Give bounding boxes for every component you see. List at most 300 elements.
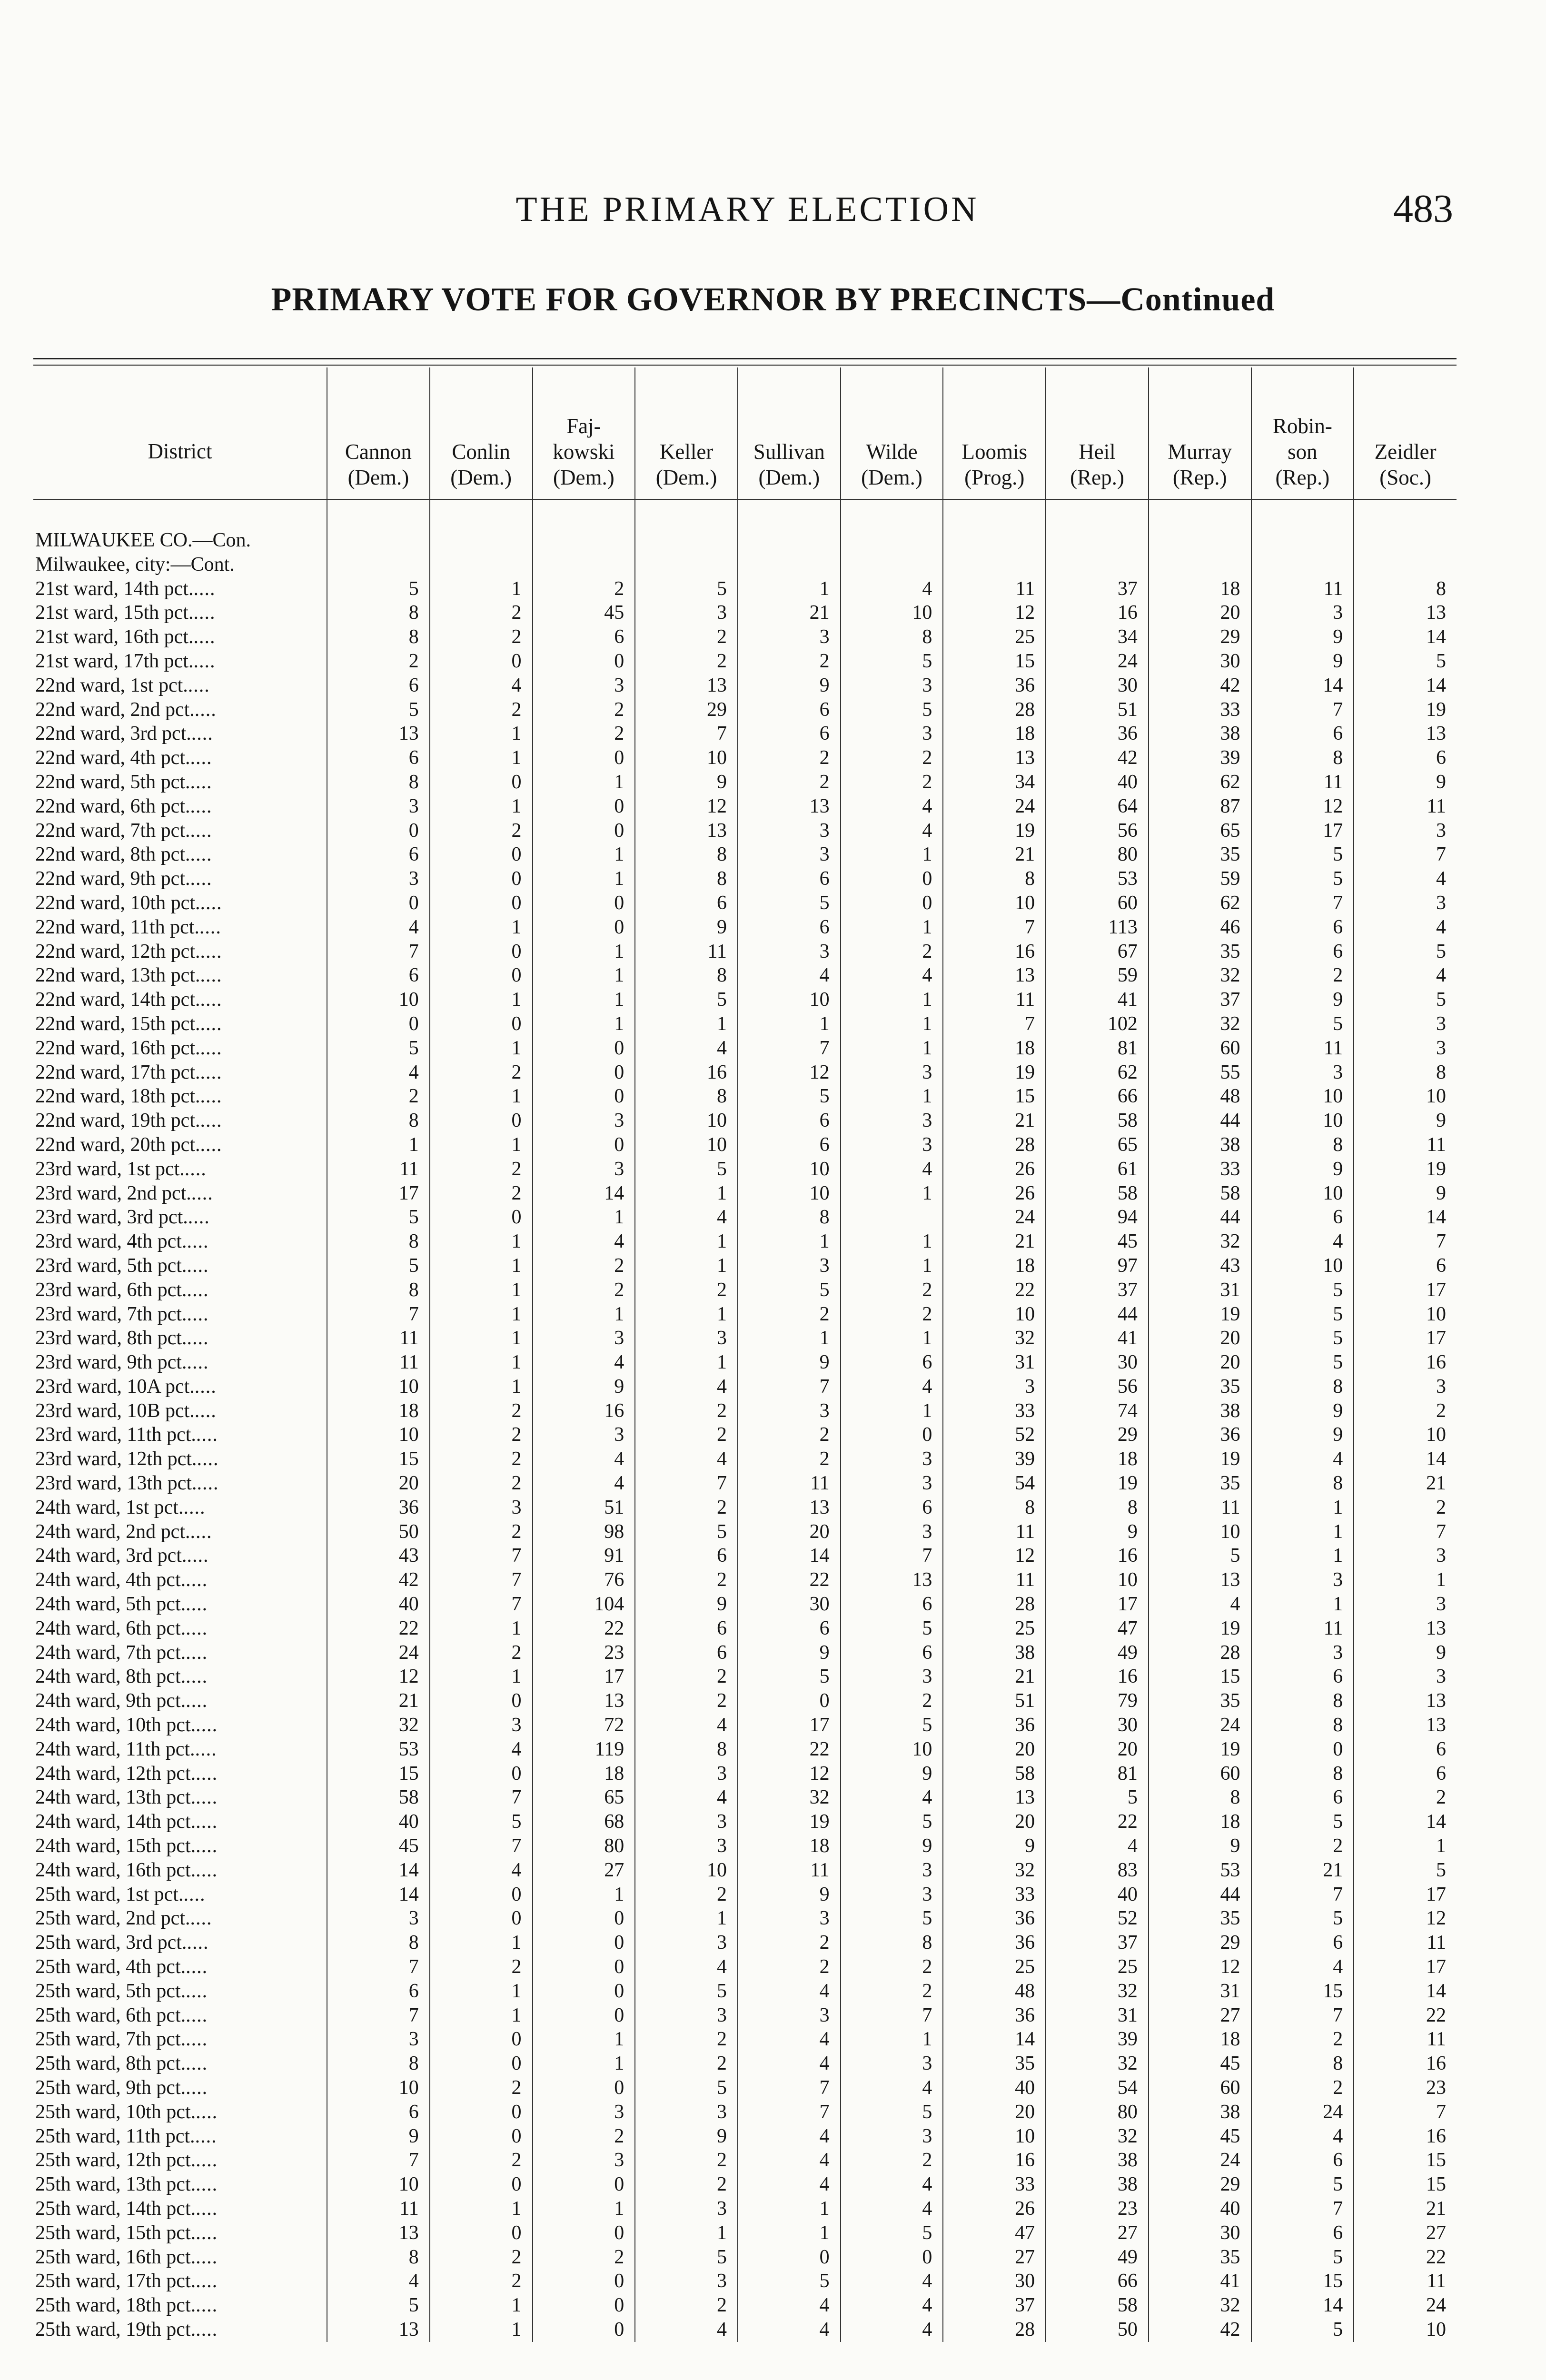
dot-leader: .... (190, 1520, 212, 1543)
vote-cell: 2 (1251, 2076, 1354, 2100)
vote-cell: 7 (327, 940, 430, 964)
vote-cell: 35 (1149, 940, 1251, 964)
vote-cell: 3 (1354, 1544, 1457, 1568)
vote-cell: 0 (841, 891, 943, 915)
section-heading-row (33, 528, 1457, 553)
vote-cell: 2 (327, 649, 430, 674)
vote-cell: 4 (635, 1375, 738, 1399)
district-label: 22nd ward, 9th pct. (35, 868, 190, 890)
vote-cell: 2 (327, 1084, 430, 1109)
vote-cell: 2 (841, 1278, 943, 1302)
column-header-line-2: son (1288, 440, 1318, 464)
vote-cell: 14 (327, 1883, 430, 1907)
column-header-candidate (841, 367, 943, 499)
vote-cell: 32 (327, 1713, 430, 1737)
column-header-line-3: (Rep.) (1275, 466, 1330, 489)
vote-cell: 12 (943, 1544, 1046, 1568)
vote-cell: 15 (943, 649, 1046, 674)
district-cell (33, 1834, 327, 1858)
table-row (33, 1350, 1457, 1375)
vote-cell: 7 (738, 2076, 841, 2100)
vote-cell: 6 (635, 891, 738, 915)
vote-cell: 30 (1046, 674, 1149, 698)
column-header-line-3: (Soc.) (1379, 466, 1431, 489)
vote-cell: 3 (635, 2003, 738, 2028)
district-label: 22nd ward, 12th pct. (35, 940, 200, 962)
district-cell (33, 1665, 327, 1689)
vote-cell: 64 (1046, 794, 1149, 819)
vote-cell: 22 (738, 1568, 841, 1592)
vote-cell: 7 (1354, 843, 1457, 867)
column-header-line-1 (1356, 413, 1455, 439)
vote-cell: 11 (1149, 1496, 1251, 1520)
dot-leader: .... (186, 1593, 208, 1616)
district-label: 25th ward, 6th pct. (35, 2004, 186, 2026)
vote-cell: 2 (738, 1931, 841, 1955)
dot-leader: .... (190, 1907, 212, 1930)
vote-cell: 1 (533, 1205, 635, 1230)
vote-cell: 20 (943, 2100, 1046, 2124)
district-label: 24th ward, 11th pct. (35, 1738, 195, 1760)
district-cell (33, 2100, 327, 2124)
vote-cell: 3 (327, 1906, 430, 1931)
vote-cell: 13 (327, 722, 430, 746)
column-header-candidate (635, 367, 738, 499)
vote-cell: 62 (1046, 1061, 1149, 1085)
vote-cell: 22 (943, 1278, 1046, 1302)
district-cell (33, 915, 327, 940)
vote-cell: 3 (841, 1883, 943, 1907)
vote-cell: 8 (1251, 1713, 1354, 1737)
dot-leader: .... (187, 1327, 209, 1349)
vote-cell: 15 (1251, 2269, 1354, 2293)
vote-cell: 4 (1046, 1834, 1149, 1858)
vote-cell: 16 (1046, 1665, 1149, 1689)
district-label: 25th ward, 9th pct. (35, 2077, 186, 2099)
vote-cell: 49 (1046, 2245, 1149, 2270)
vote-cell: 2 (533, 2124, 635, 2149)
vote-cell: 6 (1251, 722, 1354, 746)
vote-cell: 40 (943, 2076, 1046, 2100)
vote-cell: 21 (738, 601, 841, 625)
vote-cell: 5 (635, 1157, 738, 1181)
vote-cell: 5 (738, 2269, 841, 2293)
district-cell (33, 746, 327, 770)
district-label: 22nd ward, 5th pct. (35, 771, 190, 793)
district-cell (33, 794, 327, 819)
vote-cell: 16 (1354, 2052, 1457, 2076)
vote-cell: 21 (1251, 1858, 1354, 1883)
vote-cell: 2 (635, 1496, 738, 1520)
vote-cell: 17 (1354, 1955, 1457, 1979)
vote-cell: 4 (635, 1785, 738, 1810)
vote-cell: 7 (430, 1592, 533, 1616)
vote-cell: 11 (738, 1471, 841, 1496)
vote-cell: 8 (635, 867, 738, 891)
vote-cell: 8 (1046, 1496, 1149, 1520)
section-heading-city: Milwaukee, city:—Cont. (35, 553, 235, 575)
vote-cell: 14 (1354, 1979, 1457, 2003)
district-cell (33, 1906, 327, 1931)
vote-cell: 17 (533, 1665, 635, 1689)
table-row (33, 746, 1457, 770)
vote-cell: 0 (327, 1012, 430, 1036)
column-header-line-2: Sullivan (753, 440, 825, 464)
vote-cell: 7 (635, 1471, 738, 1496)
district-cell (33, 819, 327, 843)
vote-cell: 37 (943, 2293, 1046, 2318)
vote-cell: 1 (533, 1883, 635, 1907)
vote-cell: 30 (1046, 1350, 1149, 1375)
district-cell (33, 1955, 327, 1979)
vote-cell: 0 (533, 794, 635, 819)
vote-cell: 16 (635, 1061, 738, 1085)
vote-cell: 11 (1354, 1931, 1457, 1955)
vote-cell: 20 (738, 1520, 841, 1544)
vote-cell: 25 (1046, 1955, 1149, 1979)
vote-cell: 40 (1149, 2197, 1251, 2221)
vote-cell: 1 (430, 1375, 533, 1399)
column-header-district (33, 367, 327, 499)
vote-cell: 45 (1046, 1230, 1149, 1254)
vote-cell: 3 (1251, 1641, 1354, 1665)
vote-cell: 39 (1046, 2027, 1149, 2052)
district-label: 25th ward, 8th pct. (35, 2053, 186, 2075)
vote-cell: 27 (1046, 2221, 1149, 2245)
vote-cell: 38 (943, 1641, 1046, 1665)
vote-cell: 53 (327, 1737, 430, 1762)
table-row (33, 1689, 1457, 1713)
vote-cell: 3 (635, 2269, 738, 2293)
dot-leader: .... (196, 1859, 218, 1881)
vote-cell: 8 (841, 625, 943, 649)
table-row (33, 722, 1457, 746)
vote-cell: 1 (430, 1036, 533, 1061)
vote-cell: 1 (738, 1012, 841, 1036)
vote-cell: 9 (738, 1641, 841, 1665)
district-cell (33, 1157, 327, 1181)
table-row (33, 867, 1457, 891)
vote-cell: 80 (533, 1834, 635, 1858)
vote-cell: 5 (635, 2076, 738, 2100)
vote-cell: 5 (841, 2100, 943, 2124)
vote-cell: 4 (738, 2318, 841, 2342)
table-row (33, 770, 1457, 794)
vote-cell: 81 (1046, 1036, 1149, 1061)
vote-cell: 3 (841, 1858, 943, 1883)
column-header-line-2: Cannon (345, 440, 412, 464)
vote-cell: 2 (841, 770, 943, 794)
vote-cell: 1 (533, 2197, 635, 2221)
dot-leader: .... (196, 2294, 218, 2317)
vote-cell: 6 (635, 1641, 738, 1665)
dot-leader: .... (196, 2221, 218, 2244)
vote-cell: 3 (327, 794, 430, 819)
vote-cell: 53 (1046, 867, 1149, 891)
vote-cell: 3 (841, 2052, 943, 2076)
vote-cell: 10 (1354, 1302, 1457, 1327)
vote-cell: 3 (1251, 601, 1354, 625)
vote-cell: 4 (635, 1713, 738, 1737)
district-label: 23rd ward, 11th pct. (35, 1424, 196, 1446)
district-label: 25th ward, 3rd pct. (35, 1932, 187, 1954)
vote-cell: 91 (533, 1544, 635, 1568)
vote-cell: 24 (1046, 649, 1149, 674)
dot-leader: .... (183, 1883, 206, 1905)
vote-cell: 32 (1046, 1979, 1149, 2003)
district-cell (33, 674, 327, 698)
district-cell (33, 1109, 327, 1133)
table-row (33, 577, 1457, 601)
vote-cell: 2 (1251, 2027, 1354, 2052)
vote-cell: 2 (738, 1955, 841, 1979)
vote-cell: 21 (943, 843, 1046, 867)
vote-cell: 7 (1251, 2003, 1354, 2028)
dot-leader: .... (186, 1641, 208, 1664)
district-label: 21st ward, 16th pct. (35, 626, 194, 648)
vote-cell: 5 (1251, 1012, 1354, 1036)
vote-cell: 4 (841, 2318, 943, 2342)
dot-leader: .... (187, 1254, 209, 1277)
vote-cell: 19 (1149, 1447, 1251, 1471)
vote-cell: 8 (1354, 1061, 1457, 1085)
vote-cell: 6 (1354, 746, 1457, 770)
vote-cell: 18 (1149, 2027, 1251, 2052)
table-row (33, 2245, 1457, 2270)
vote-cell: 2 (1251, 963, 1354, 988)
vote-cell: 1 (1354, 1834, 1457, 1858)
district-cell (33, 1181, 327, 1206)
vote-cell: 28 (1149, 1641, 1251, 1665)
vote-cell: 6 (327, 963, 430, 988)
vote-cell: 11 (943, 1520, 1046, 1544)
vote-cell: 3 (635, 1931, 738, 1955)
vote-cell: 24 (327, 1641, 430, 1665)
district-label: 22nd ward, 1st pct. (35, 674, 188, 696)
table-row (33, 698, 1457, 722)
vote-cell: 1 (430, 2197, 533, 2221)
vote-cell: 1 (430, 1084, 533, 1109)
district-cell (33, 2197, 327, 2221)
vote-cell: 0 (533, 2221, 635, 2245)
column-header-line-2: Conlin (452, 440, 510, 464)
table-row (33, 2003, 1457, 2028)
vote-cell: 35 (1149, 1375, 1251, 1399)
vote-cell: 1 (430, 1326, 533, 1350)
column-header-candidate (430, 367, 533, 499)
district-label: 23rd ward, 3rd pct. (35, 1206, 188, 1229)
vote-cell: 19 (738, 1810, 841, 1834)
vote-cell: 5 (635, 1520, 738, 1544)
vote-cell: 1 (841, 1254, 943, 1278)
vote-cell: 2 (635, 2027, 738, 2052)
district-cell (33, 1689, 327, 1713)
vote-cell: 6 (841, 1496, 943, 1520)
vote-cell: 10 (1251, 1084, 1354, 1109)
vote-cell: 3 (841, 1665, 943, 1689)
district-cell (33, 963, 327, 988)
vote-cell: 8 (1251, 2052, 1354, 2076)
vote-cell: 2 (738, 649, 841, 674)
vote-cell: 60 (1046, 891, 1149, 915)
vote-cell: 38 (1149, 1399, 1251, 1423)
vote-cell: 3 (738, 2003, 841, 2028)
table-row (33, 1205, 1457, 1230)
vote-cell: 11 (943, 1568, 1046, 1592)
vote-cell: 39 (1149, 746, 1251, 770)
running-head: THE PRIMARY ELECTION (515, 190, 979, 229)
table-row (33, 1084, 1457, 1109)
vote-cell: 32 (738, 1785, 841, 1810)
table-row (33, 2148, 1457, 2172)
top-rule (33, 358, 1457, 359)
district-label: 21st ward, 15th pct. (35, 602, 194, 624)
vote-cell: 13 (1354, 1616, 1457, 1641)
vote-cell: 25 (943, 625, 1046, 649)
column-header-candidate (327, 367, 430, 499)
district-label: 24th ward, 14th pct. (35, 1811, 196, 1833)
district-cell (33, 843, 327, 867)
dot-leader: .... (196, 2173, 218, 2196)
vote-cell: 19 (1354, 698, 1457, 722)
vote-cell: 11 (943, 577, 1046, 601)
vote-cell: 11 (1251, 577, 1354, 601)
district-cell (33, 1375, 327, 1399)
vote-cell: 0 (430, 649, 533, 674)
vote-cell: 36 (943, 674, 1046, 698)
vote-cell: 1 (430, 1665, 533, 1689)
vote-cell: 35 (943, 2052, 1046, 2076)
vote-cell: 2 (738, 770, 841, 794)
district-label: 22nd ward, 19th pct. (35, 1110, 200, 1132)
vote-cell: 3 (1251, 1568, 1354, 1592)
vote-cell: 1 (841, 1012, 943, 1036)
vote-cell: 2 (430, 1181, 533, 1206)
vote-cell: 52 (943, 1423, 1046, 1447)
vote-cell: 0 (533, 2076, 635, 2100)
vote-cell: 3 (327, 867, 430, 891)
vote-cell: 0 (533, 2172, 635, 2197)
vote-cell: 5 (635, 2245, 738, 2270)
vote-cell: 9 (1251, 649, 1354, 674)
vote-cell: 1 (430, 746, 533, 770)
district-cell (33, 988, 327, 1012)
district-cell (33, 1278, 327, 1302)
district-label: 22nd ward, 10th pct. (35, 892, 200, 914)
vote-cell: 20 (1149, 1326, 1251, 1350)
district-label: 23rd ward, 1st pct. (35, 1158, 185, 1180)
dot-leader: .... (186, 2053, 208, 2075)
table-row (33, 1375, 1457, 1399)
vote-cell: 32 (1046, 2052, 1149, 2076)
dot-leader: .... (190, 771, 212, 793)
vote-table (33, 367, 1457, 2342)
district-label: 23rd ward, 6th pct. (35, 1279, 187, 1301)
vote-cell: 15 (327, 1447, 430, 1471)
district-label: 24th ward, 7th pct. (35, 1641, 186, 1664)
vote-cell: 4 (841, 2293, 943, 2318)
vote-cell: 0 (841, 867, 943, 891)
vote-cell: 5 (327, 1254, 430, 1278)
vote-cell: 1 (841, 1230, 943, 1254)
vote-cell: 2 (841, 1302, 943, 1327)
vote-cell: 11 (1354, 2027, 1457, 2052)
vote-cell: 3 (430, 1496, 533, 1520)
vote-cell: 5 (1251, 1810, 1354, 1834)
vote-cell: 9 (1354, 1181, 1457, 1206)
vote-cell: 20 (1046, 1737, 1149, 1762)
vote-cell: 28 (943, 1133, 1046, 1157)
district-cell (33, 1447, 327, 1471)
vote-cell: 34 (1046, 625, 1149, 649)
vote-cell: 33 (943, 2172, 1046, 2197)
vote-cell: 8 (327, 1230, 430, 1254)
column-header-line-3: (Dem.) (655, 466, 717, 489)
dot-leader: .... (200, 1012, 222, 1035)
vote-cell: 1 (841, 988, 943, 1012)
vote-cell: 5 (327, 577, 430, 601)
vote-cell: 24 (1149, 1713, 1251, 1737)
district-label: 25th ward, 7th pct. (35, 2028, 186, 2051)
table-row (33, 1592, 1457, 1616)
vote-cell: 4 (430, 674, 533, 698)
dot-leader: .... (196, 1786, 218, 1809)
vote-cell: 1 (738, 2197, 841, 2221)
district-cell (33, 1931, 327, 1955)
vote-cell: 3 (1354, 1012, 1457, 1036)
vote-cell: 17 (1354, 1883, 1457, 1907)
vote-cell: 15 (1251, 1979, 1354, 2003)
vote-cell: 3 (738, 1399, 841, 1423)
vote-cell: 1 (635, 1012, 738, 1036)
vote-cell: 27 (533, 1858, 635, 1883)
vote-cell: 4 (738, 2052, 841, 2076)
vote-cell: 80 (1046, 843, 1149, 867)
vote-cell: 21 (1354, 2197, 1457, 2221)
district-label: 23rd ward, 10B pct. (35, 1399, 195, 1422)
vote-cell: 0 (533, 1036, 635, 1061)
dot-leader: .... (186, 1690, 208, 1712)
dot-leader: .... (188, 674, 210, 696)
column-header-line-1 (1151, 413, 1249, 439)
vote-cell: 1 (1251, 1496, 1354, 1520)
vote-cell: 27 (1149, 2003, 1251, 2028)
vote-cell: 35 (1149, 1689, 1251, 1713)
vote-cell: 3 (635, 1326, 738, 1350)
vote-cell: 1 (533, 940, 635, 964)
vote-cell: 4 (841, 1785, 943, 1810)
vote-cell: 8 (1251, 746, 1354, 770)
vote-cell: 4 (533, 1350, 635, 1375)
vote-cell: 48 (943, 1979, 1046, 2003)
vote-cell: 9 (533, 1375, 635, 1399)
page-title: PRIMARY VOTE FOR GOVERNOR BY PRECINCTS—Continued (271, 281, 1275, 318)
vote-cell: 2 (635, 1883, 738, 1907)
vote-cell: 1 (533, 1012, 635, 1036)
vote-cell: 4 (738, 2124, 841, 2149)
district-label: 24th ward, 9th pct. (35, 1690, 186, 1712)
vote-cell: 8 (943, 1496, 1046, 1520)
vote-cell: 4 (635, 1036, 738, 1061)
vote-cell: 31 (1149, 1979, 1251, 2003)
vote-cell: 58 (327, 1785, 430, 1810)
district-cell (33, 770, 327, 794)
vote-cell: 3 (1354, 1375, 1457, 1399)
vote-cell: 5 (841, 649, 943, 674)
vote-cell: 10 (738, 988, 841, 1012)
vote-cell: 17 (1354, 1326, 1457, 1350)
district-cell (33, 1133, 327, 1157)
